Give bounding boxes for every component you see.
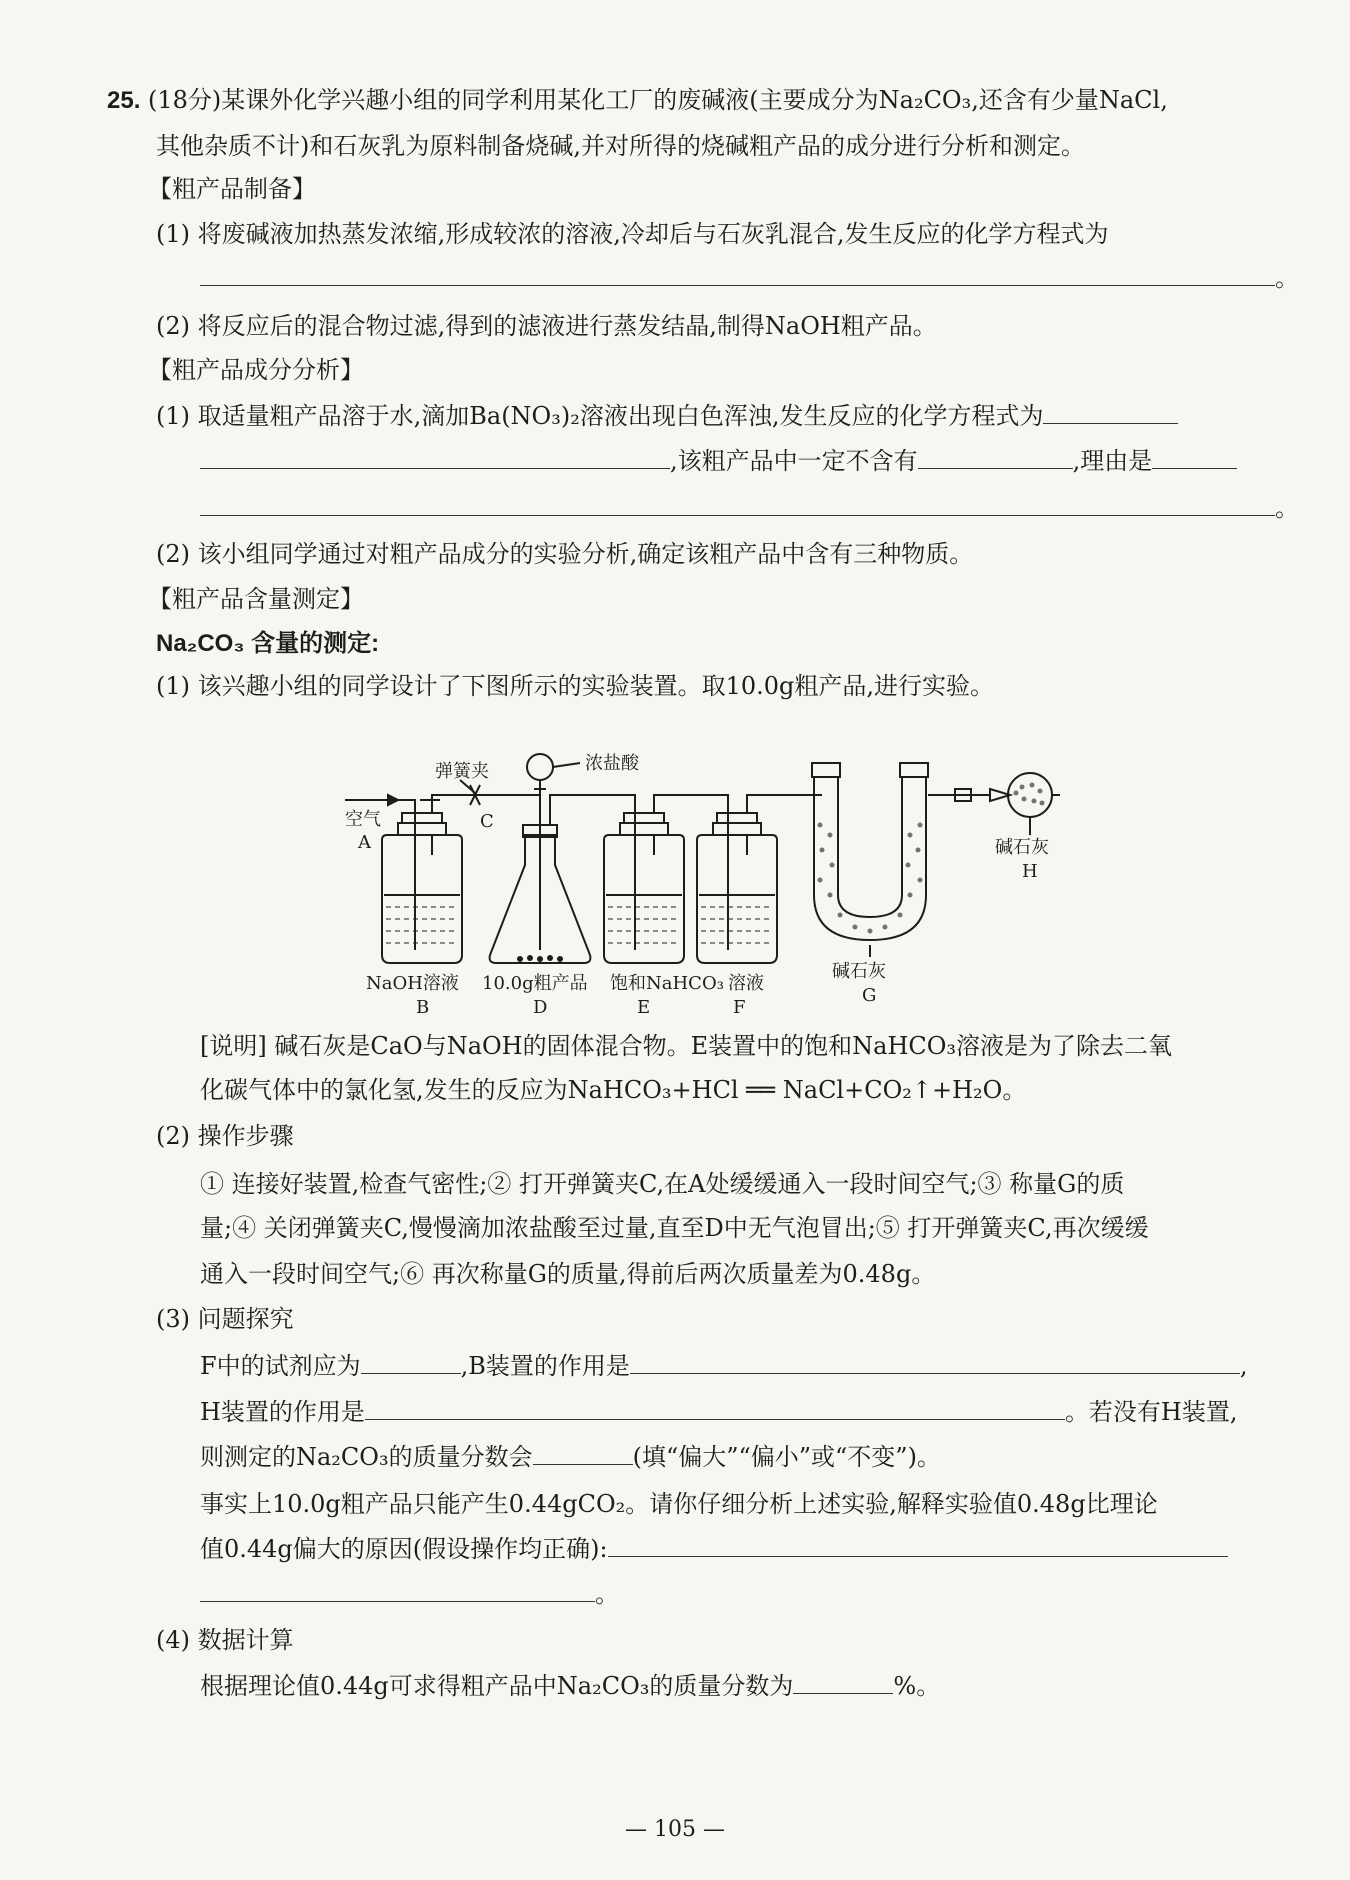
calc-title: (4) 数据计算 <box>156 1626 294 1654</box>
answer-blank[interactable] <box>1043 401 1178 424</box>
steps-line-2: 量;④ 关闭弹簧夹C,慢慢滴加浓盐酸至过量,直至D中无气泡冒出;⑤ 打开弹簧夹C,再次缓缓 <box>200 1214 1149 1242</box>
measure-heading: 【粗产品含量测定】 <box>148 585 364 613</box>
label-soda-lime-g: 碱石灰 <box>832 961 886 982</box>
label-e: E <box>637 997 651 1015</box>
label-h: H <box>1022 861 1038 882</box>
explore-line-3: 则测定的Na₂CO₃的质量分数会 (填“偏大”“偏小”或“不变”)。 <box>200 1443 941 1471</box>
answer-blank[interactable] <box>630 1351 1240 1374</box>
answer-blank[interactable] <box>1152 446 1237 469</box>
analysis-q1-line-3: 。 <box>200 492 1299 524</box>
label-b: B <box>416 997 430 1015</box>
label-crude-product: 10.0g粗产品 <box>482 973 588 994</box>
question-intro-line-1: 25. (18分)某课外化学兴趣小组的同学利用某化工厂的废碱液(主要成分为Na₂CO₃,还含有少量NaCl, <box>107 86 1168 114</box>
answer-blank[interactable] <box>365 1397 1065 1420</box>
steps-title: (2) 操作步骤 <box>156 1122 294 1150</box>
question-intro-line-2: 其他杂质不计)和石灰乳为原料制备烧碱,并对所得的烧碱粗产品的成分进行分析和测定。 <box>156 132 1085 160</box>
note-line-1: [说明] 碱石灰是CaO与NaOH的固体混合物。E装置中的饱和NaHCO₃溶液是为了除去二氧 <box>200 1032 1173 1060</box>
prep-q2: (2) 将反应后的混合物过滤,得到的滤液进行蒸发结晶,制得NaOH粗产品。 <box>156 312 937 340</box>
prep-q1: (1) 将废碱液加热蒸发浓缩,形成较浓的溶液,冷却后与石灰乳混合,发生反应的化学方程式为 <box>156 220 1109 248</box>
label-solution: 溶液 <box>728 973 764 994</box>
label-spring-clip: 弹簧夹 <box>435 761 489 782</box>
calc-line: 根据理论值0.44g可求得粗产品中Na₂CO₃的质量分数为 %。 <box>200 1672 941 1700</box>
label-sat-nahco3: 饱和NaHCO₃ <box>610 973 724 994</box>
label-soda-lime-h: 碱石灰 <box>995 837 1049 858</box>
label-a: A <box>358 832 371 853</box>
answer-blank[interactable] <box>533 1442 633 1465</box>
explore-title: (3) 问题探究 <box>156 1305 294 1333</box>
explore-line-6: 。 <box>200 1578 619 1610</box>
prep-q1-answer-line: 。 <box>200 262 1299 294</box>
question-number: 25. <box>107 87 141 114</box>
label-c: C <box>480 811 494 832</box>
note-line-2: 化碳气体中的氯化氢,发生的反应为NaHCO₃+HCl ══ NaCl+CO₂↑+H₂O。 <box>200 1076 1027 1104</box>
answer-blank[interactable] <box>361 1351 461 1374</box>
steps-line-1: ① 连接好装置,检查气密性;② 打开弹簧夹C,在A处缓缓通入一段时间空气;③ 称量G的质 <box>200 1170 1125 1198</box>
answer-blank[interactable] <box>608 1534 1228 1557</box>
answer-blank[interactable] <box>200 446 670 469</box>
label-conc-hcl: 浓盐酸 <box>585 753 639 774</box>
analysis-q1-line-2: ,该粗产品中一定不含有 ,理由是 <box>200 445 1237 477</box>
page-number: — 105 — <box>625 1817 725 1842</box>
answer-blank[interactable] <box>918 446 1073 469</box>
explore-line-1: F中的试剂应为 ,B装置的作用是 , <box>200 1352 1248 1380</box>
analysis-heading: 【粗产品成分分析】 <box>148 356 364 384</box>
measure-q1: (1) 该兴趣小组的同学设计了下图所示的实验装置。取10.0g粗产品,进行实验。 <box>156 672 995 700</box>
measure-sub-heading: Na₂CO₃ 含量的测定: <box>156 630 380 657</box>
prep-heading: 【粗产品制备】 <box>148 175 316 203</box>
analysis-q1-line-1: (1) 取适量粗产品溶于水,滴加Ba(NO₃)₂溶液出现白色浑浊,发生反应的化学方程式为 <box>156 400 1178 432</box>
label-naoh-solution: NaOH溶液 <box>366 973 459 994</box>
apparatus-diagram <box>340 745 1060 1015</box>
label-d: D <box>533 997 548 1015</box>
explore-line-2: H装置的作用是 。若没有H装置, <box>200 1398 1238 1426</box>
answer-blank[interactable] <box>793 1671 893 1694</box>
label-g: G <box>862 985 877 1006</box>
label-air: 空气 <box>345 809 381 830</box>
explore-line-5: 值0.44g偏大的原因(假设操作均正确): <box>200 1533 1228 1565</box>
answer-blank[interactable] <box>200 1579 595 1602</box>
explore-line-4: 事实上10.0g粗产品只能产生0.44gCO₂。请你仔细分析上述实验,解释实验值0.48g比理论 <box>200 1490 1158 1518</box>
label-f: F <box>733 997 746 1015</box>
answer-blank[interactable] <box>200 493 1275 516</box>
analysis-q2: (2) 该小组同学通过对粗产品成分的实验分析,确定该粗产品中含有三种物质。 <box>156 540 974 568</box>
answer-blank[interactable] <box>200 263 1275 286</box>
steps-line-3: 通入一段时间空气;⑥ 再次称量G的质量,得前后两次质量差为0.48g。 <box>200 1260 936 1288</box>
